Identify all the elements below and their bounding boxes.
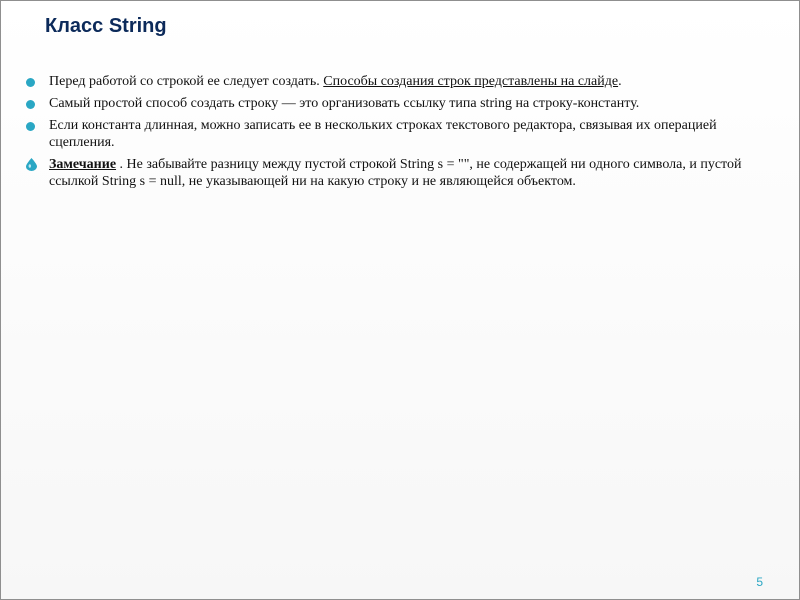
bullet-underlined-text: Способы создания строк представлены на слайде	[323, 74, 619, 89]
bullet-text: Самый простой способ создать строку — это организовать ссылку типа string на строку-константу.	[49, 96, 640, 111]
bullet-list	[23, 73, 773, 195]
bullet-text-end: .	[618, 74, 622, 89]
bullet-dot-icon	[26, 78, 35, 87]
bullet-item	[23, 156, 773, 190]
page-number: 5	[756, 575, 763, 589]
slide-title: Класс String	[45, 15, 167, 37]
bullet-text: . Не забывайте разницу между пустой строкой String s = "", не содержащей ни одного символа, и пустой ссылкой String s = null, не указывающей ни на какую строку и не являющейся объектом.	[49, 157, 742, 189]
drop-icon	[26, 158, 37, 171]
bullet-text: Если константа длинная, можно записать ее в нескольких строках текстового редактора, связывая их операцией сцепления.	[49, 118, 717, 150]
bullet-dot-icon	[26, 122, 35, 131]
bullet-item	[23, 117, 773, 151]
note-label: Замечание	[49, 157, 117, 172]
bullet-item	[23, 73, 773, 90]
bullet-text: Перед работой со строкой ее следует создать.	[49, 74, 324, 89]
bullet-dot-icon	[26, 100, 35, 109]
bullet-item	[23, 95, 773, 112]
